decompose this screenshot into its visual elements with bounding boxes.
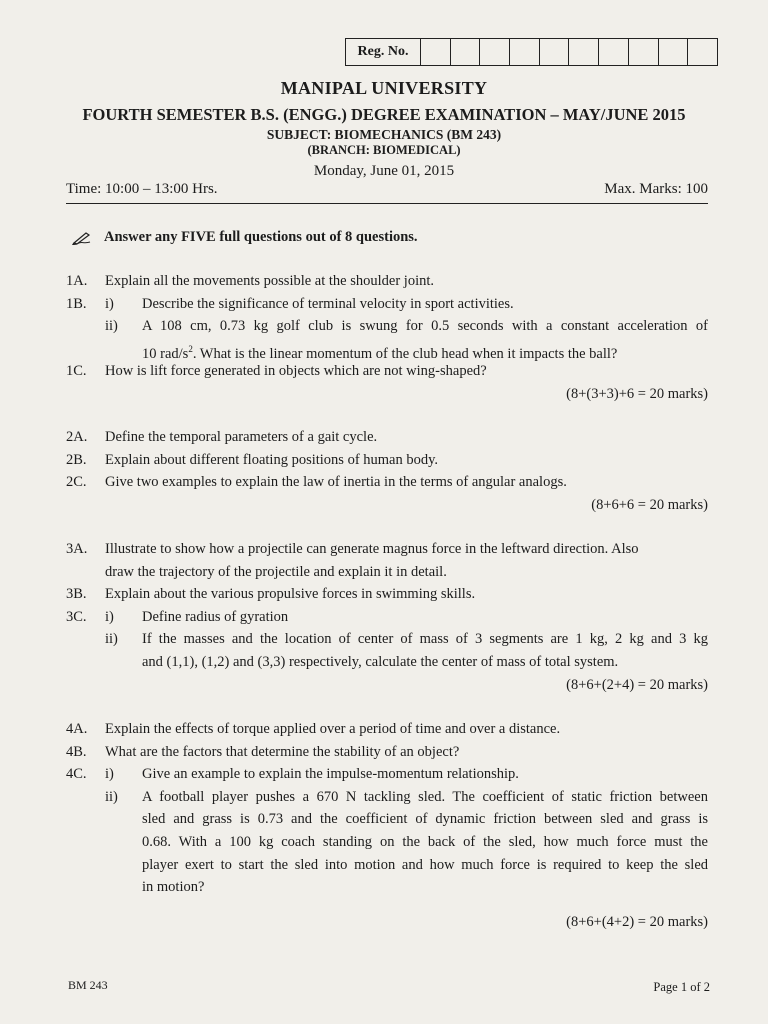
question-4: [66, 718, 708, 933]
subpart-number: ii): [105, 788, 118, 805]
part-text: Give two examples to explain the law of inertia in the terms of angular analogs.: [105, 474, 567, 491]
max-marks: Max. Marks: 100: [604, 181, 708, 197]
subpart-number: i): [105, 608, 114, 625]
part-text: What are the factors that determine the stability of an object?: [105, 743, 460, 760]
part-number: 1C.: [66, 363, 87, 380]
part-number: 2A.: [66, 429, 88, 445]
reg-digit-cell: [599, 39, 629, 65]
subpart-number: i): [105, 766, 114, 783]
question-part: [66, 426, 708, 449]
subpart-number: ii): [105, 318, 118, 335]
part-number: 4A.: [66, 721, 88, 737]
subpart-text: A 108 cm, 0.73 kg golf club is swung for 0.5 seconds with a constant acceleration of: [142, 318, 708, 335]
question-part: [66, 449, 708, 472]
instruction-line: [72, 229, 418, 246]
marks-distribution: (8+(3+3)+6 = 20 marks): [566, 385, 708, 402]
question-subpart-continued: [66, 831, 708, 854]
part-number: 2C.: [66, 474, 87, 491]
reg-digit-cell: [421, 39, 451, 65]
reg-digit-cell: [540, 39, 570, 65]
part-text: How is lift force generated in objects which are not wing-shaped?: [105, 363, 487, 380]
marks-distribution: (8+6+6 = 20 marks): [591, 496, 708, 513]
subpart-text-continued: 0.68. With a 100 kg coach standing on the back of the sled, how much force must the: [142, 833, 708, 850]
spacer: [66, 899, 708, 911]
question-part: [66, 270, 708, 293]
question-part: [66, 741, 708, 764]
pen-icon: [72, 231, 92, 245]
part-number: 3C.: [66, 608, 87, 625]
reg-digit-cell: [451, 39, 481, 65]
part-text: Explain all the movements possible at the shoulder joint.: [105, 273, 435, 289]
exam-time: Time: 10:00 – 13:00 Hrs.: [66, 181, 218, 197]
subpart-number: ii): [105, 631, 118, 648]
reg-number-label: Reg. No.: [346, 39, 421, 65]
marks-distribution: (8+6+(2+4) = 20 marks): [566, 676, 708, 693]
question-part: [66, 471, 708, 494]
part-number: 1B.: [66, 295, 87, 312]
reg-digit-cell: [480, 39, 510, 65]
question-part: [66, 763, 708, 786]
question-subpart-continued: [66, 808, 708, 831]
question-subpart-continued: [66, 338, 708, 361]
reg-digit-cell: [569, 39, 599, 65]
part-text: Illustrate to show how a projectile can generate magnus force in the leftward direction. Also: [105, 541, 639, 557]
subpart-number: i): [105, 295, 114, 312]
question-subpart: [66, 786, 708, 809]
subpart-text-continued: in motion?: [142, 879, 205, 896]
superscript: 2: [188, 343, 193, 354]
exam-date: Monday, June 01, 2015: [313, 163, 455, 179]
part-number: 3A.: [66, 541, 88, 557]
subpart-text-continued: and (1,1), (1,2) and (3,3) respectively, calculate the center of mass of total system.: [142, 653, 619, 670]
question-3: [66, 538, 708, 696]
subpart-text-fragment: . What is the linear momentum of the club head when it impacts the ball?: [192, 345, 618, 362]
part-text-continued: draw the trajectory of the projectile and explain it in detail.: [105, 563, 447, 580]
question-part: [66, 360, 708, 383]
reg-digit-cell: [510, 39, 540, 65]
part-text: Define the temporal parameters of a gait cycle.: [105, 429, 378, 445]
course-code-footer: BM 243: [68, 978, 108, 992]
page-number: Page 1 of 2: [653, 980, 710, 994]
marks-distribution: (8+6+(4+2) = 20 marks): [566, 913, 708, 930]
question-subpart: [66, 628, 708, 651]
part-text: Explain about different floating positions of human body.: [105, 451, 439, 468]
subpart-text: A football player pushes a 670 N tackling sled. The coefficient of static friction between: [142, 788, 708, 805]
header-divider: [66, 203, 708, 204]
exam-title: FOURTH SEMESTER B.S. (ENGG.) DEGREE EXAMINATION – MAY/JUNE 2015: [82, 105, 686, 124]
part-number: 4C.: [66, 766, 87, 783]
part-number: 4B.: [66, 743, 87, 760]
reg-digit-cell: [688, 39, 717, 65]
subpart-text-continued: sled and grass is 0.73 and the coefficient of dynamic friction between sled and grass is: [142, 811, 708, 828]
reg-number-box: [345, 38, 718, 66]
question-part: [66, 606, 708, 629]
question-2: [66, 426, 708, 516]
reg-digit-cell: [659, 39, 689, 65]
reg-digit-cell: [629, 39, 659, 65]
question-subpart: [66, 315, 708, 338]
question-part: [66, 583, 708, 606]
subpart-text: Define radius of gyration: [142, 608, 289, 625]
question-subpart-continued: [66, 651, 708, 674]
part-number: 2B.: [66, 451, 87, 468]
time-marks-row: [66, 181, 708, 198]
part-number: 3B.: [66, 586, 87, 603]
subpart-text: If the masses and the location of center of mass of 3 segments are 1 kg, 2 kg and 3 kg: [142, 631, 708, 648]
part-text: Explain about the various propulsive forces in swimming skills.: [105, 586, 476, 603]
subpart-text: Give an example to explain the impulse-momentum relationship.: [142, 766, 519, 783]
question-part: [66, 718, 708, 741]
subpart-text: Describe the significance of terminal velocity in sport activities.: [142, 295, 514, 312]
question-part: [66, 538, 708, 561]
instruction-text: Answer any FIVE full questions out of 8 questions.: [104, 229, 418, 245]
question-1: [66, 270, 708, 406]
subpart-text-continued: player exert to start the sled into motion and how much force is required to keep the sled: [142, 856, 708, 873]
question-subpart-continued: [66, 876, 708, 899]
part-text: Explain the effects of torque applied over a period of time and over a distance.: [105, 721, 561, 737]
question-subpart-continued: [66, 854, 708, 877]
subpart-text-fragment: 10 rad/s: [142, 345, 189, 362]
subject-line: SUBJECT: BIOMECHANICS (BM 243): [266, 127, 502, 142]
part-number: 1A.: [66, 273, 88, 289]
university-name: MANIPAL UNIVERSITY: [280, 78, 488, 98]
branch-line: (BRANCH: BIOMEDICAL): [307, 143, 461, 157]
question-part-continued: [66, 561, 708, 584]
question-part: [66, 293, 708, 316]
